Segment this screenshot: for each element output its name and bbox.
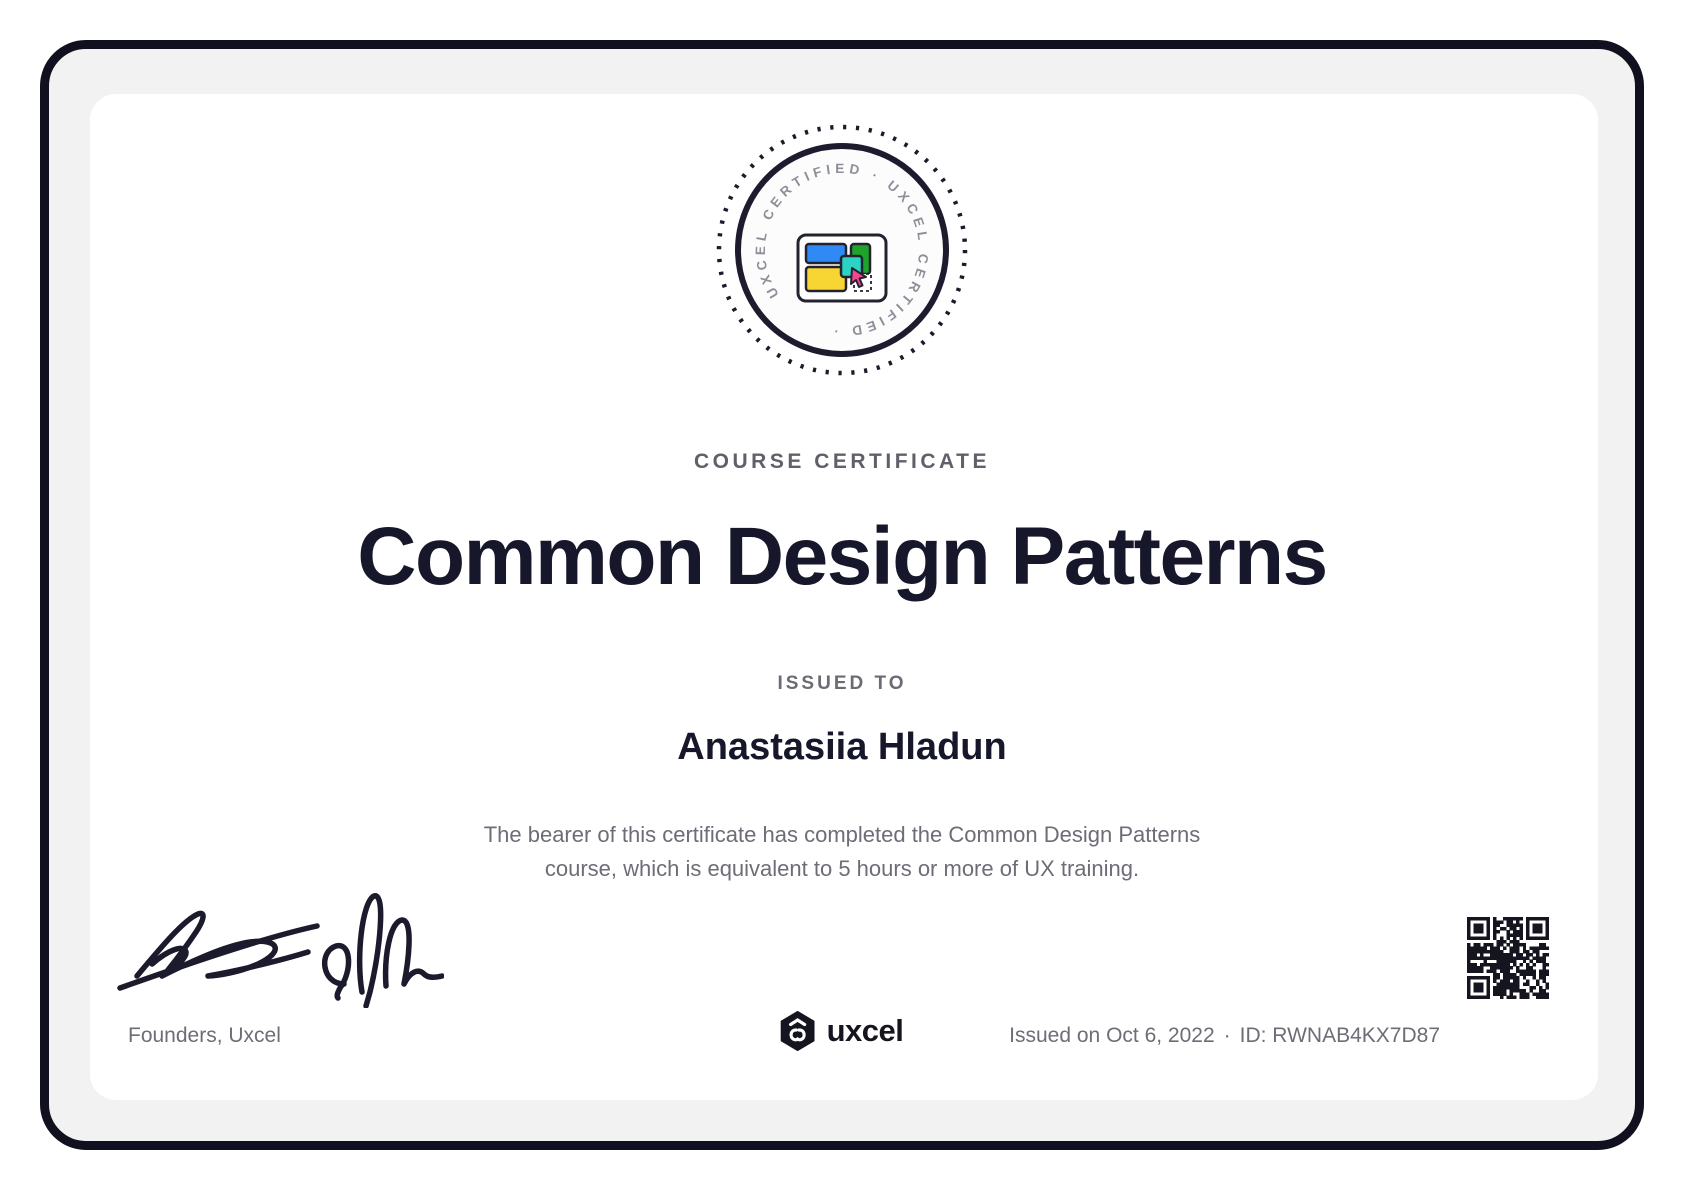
qr-code (1467, 917, 1549, 999)
description-line-2: course, which is equivalent to 5 hours or more of UX training. (544, 856, 1140, 881)
signatory-label: Founders, Uxcel (128, 1024, 281, 1047)
badge-ring-text: UXCEL CERTIFIED · UXCEL CERTIFIED · (752, 160, 932, 340)
uxcel-brand (781, 1011, 904, 1051)
uxcel-certified-seal-icon (710, 118, 974, 382)
founders-signatures (112, 886, 444, 1008)
description-line-1: The bearer of this certificate has completed the Common Design Patterns (483, 822, 1201, 847)
course-certificate-label: COURSE CERTIFICATE (694, 450, 990, 473)
course-title: Common Design Patterns (357, 511, 1327, 602)
issued-to-label: ISSUED TO (777, 673, 907, 694)
issue-info (1000, 1024, 1440, 1048)
certificate-id: ID: RWNAB4KX7D87 (1239, 1024, 1440, 1047)
uxcel-wordmark: uxcel (826, 1013, 904, 1048)
uxcel-logo-icon (781, 1011, 815, 1051)
design-patterns-icon (798, 235, 886, 301)
recipient-name: Anastasiia Hladun (677, 726, 1007, 768)
certificate-description (0, 818, 1684, 886)
dot-separator: · (1223, 1024, 1231, 1047)
issued-date: Issued on Oct 6, 2022 (1009, 1024, 1215, 1047)
